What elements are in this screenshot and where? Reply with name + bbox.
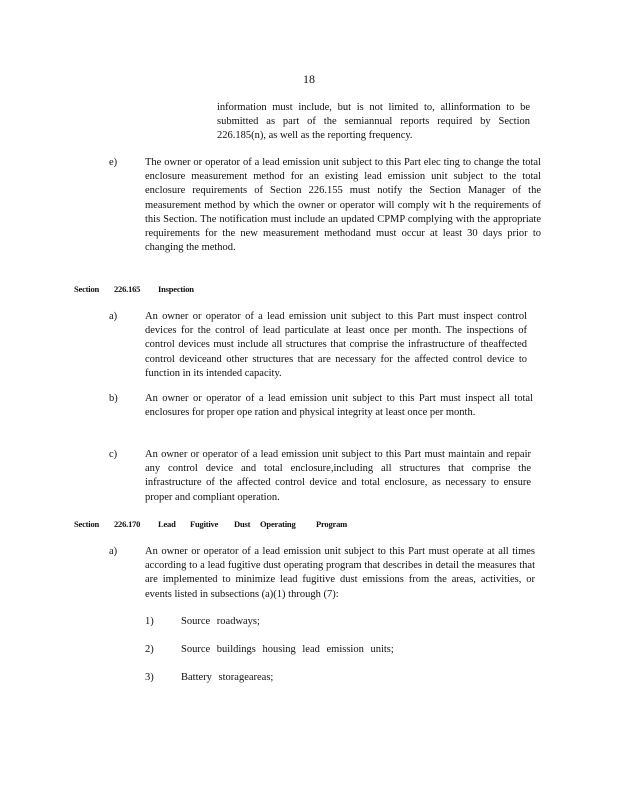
intro-paragraph: information must include, but is not limited to, allinformation to be submitted as part of the semiannual reports required by Section 226.185(n), as well as the reporting frequency. [217,102,530,142]
s170-subitem-text: Battery storageareas; [181,672,274,683]
s170-item-a-marker: a) [109,546,118,557]
s170-subitem-text: Source roadways; [181,616,260,627]
s165-item-c-marker: c) [109,449,118,460]
section-165-number: 226.165 [114,284,141,294]
s170-subitem-label: 2) [145,644,154,655]
section-165-label: Section [74,284,100,294]
s165-item-a-marker: a) [109,311,118,322]
section-165-title: Inspection [158,284,194,294]
s165-item-b-marker: b) [109,393,118,404]
section-170-title-word: Operating [260,519,296,529]
s170-subitem-label: 1) [145,616,154,627]
section-170-title-word: Program [316,519,348,529]
s170-subitem-label: 3) [145,672,154,683]
s170-subitem-text: Source buildings housing lead emission units; [181,644,394,655]
item-e-marker: e) [109,157,118,168]
s170-item-a-paragraph: An owner or operator of a lead emission unit subject to this Part must operate at all times according to a lead fugitive dust operating program that describes in detail the measures that are implemented to minimize lead fugitive dust emissions from the areas, activities, or events listed in subsections (a)(1) through (7): [145,546,535,600]
section-170-number: 226.170 [114,519,141,529]
section-170-label: Section [74,519,100,529]
item-e-paragraph: The owner or operator of a lead emission unit subject to this Part elec ting to change the total enclosure measurement method for an existing lead emission unit subject to the total enclosure requirements of Section 226.155 must notify the Section Manager of the measurement method by which the owner or operator will comply wit h the requirements of this Section. The notification must include an updated CPMP complying with the appropriate requirements for the new measurement methodand must occur at least 30 days prior to changing the method. [145,157,541,254]
section-170-title-word: Lead [158,519,176,529]
section-170-title-word: Dust [234,519,251,529]
s165-item-b-paragraph: An owner or operator of a lead emission unit subject to this Part must inspect all total enclosures for proper ope ration and physical integrity at least once per month. [145,393,533,419]
page-number: 18 [303,72,315,86]
s165-item-c-paragraph: An owner or operator of a lead emission unit subject to this Part must maintain and repair any control device and total enclosure,including all structures that comprise the infrastructure of the affected control device and total enclosure, as necessary to ensure proper and compliant operation. [145,449,531,503]
s165-item-a-paragraph: An owner or operator of a lead emission unit subject to this Part must inspect control devices for the control of lead particulate at least once per month. The inspections of control devices must include all structures that comprise the infrastructure of theaffected control deviceand other structures that are necessary for the affected control device to function in its intended capacity. [145,311,527,379]
section-170-title-word: Fugitive [190,519,219,529]
